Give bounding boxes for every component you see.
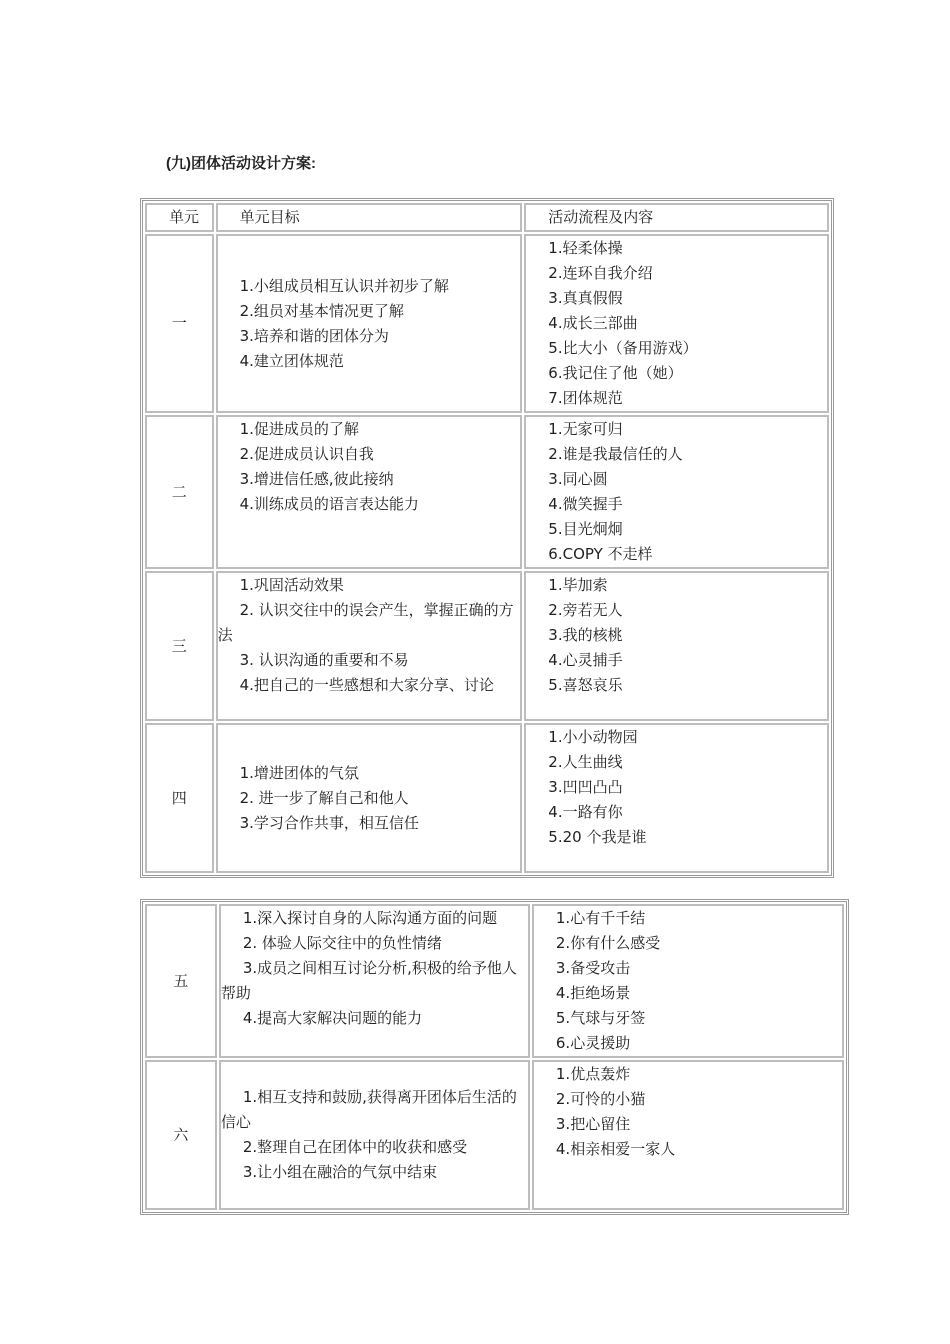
activities-cell [524,571,829,721]
activity-item: 4.心灵捕手 [548,651,623,669]
header-goals: 单元目标 [216,203,523,232]
table-row [145,1060,844,1210]
activity-item: 3.备受攻击 [555,959,631,977]
table-row [145,415,829,569]
goal-item: 4.把自己的一些感想和大家分享、讨论 [239,676,494,694]
activity-item: 4.相亲相爱一家人 [555,1140,676,1158]
activity-item: 7.团体规范 [548,389,623,407]
activities-cell [532,904,844,1058]
activities-cell [524,234,829,413]
goal-item: 3.让小组在融洽的气氛中结束 [242,1163,438,1181]
goal-item: 1.巩固活动效果 [239,576,344,594]
activities-cell [524,723,829,873]
goal-item: 3. 认识沟通的重要和不易 [239,651,409,669]
goal-item: 3.增进信任感,彼此接纳 [239,470,394,488]
goal-item: 4.训练成员的语言表达能力 [239,495,419,513]
table-row [145,234,829,413]
unit-cell: 二 [145,415,214,569]
activity-item: 3.把心留住 [555,1115,631,1133]
activity-item: 5.气球与牙签 [555,1009,646,1027]
goals-cell [219,904,530,1058]
page-title: (九)团体活动设计方案: [166,155,316,172]
activity-item: 2.可怜的小猫 [555,1090,646,1108]
goal-item: 1.促进成员的了解 [239,420,359,438]
goal-item: 2.组员对基本情况更了解 [239,301,404,320]
goal-item: 1.增进团体的气氛 [239,763,359,782]
activity-item: 4.成长三部曲 [548,314,638,332]
goal-item: 1.小组成员相互认识并初步了解 [239,276,449,295]
activity-item: 1.心有千千结 [555,909,646,927]
activity-item: 3.凹凹凸凸 [548,778,623,796]
goals-cell [219,1060,530,1210]
unit-cell: 六 [145,1060,217,1210]
unit-cell: 一 [145,234,214,413]
header-unit: 单元 [145,203,214,232]
goal-item: 4.提高大家解决问题的能力 [242,1009,423,1027]
activity-item: 2.人生曲线 [548,753,623,771]
activity-item: 3.我的核桃 [548,626,623,644]
goals-cell [216,234,523,413]
activities-cell [532,1060,844,1210]
table-row [145,904,844,1058]
activity-item: 2.你有什么感受 [555,934,661,952]
unit-cell: 三 [145,571,214,721]
goal-item: 1.深入探讨自身的人际沟通方面的问题 [242,909,498,927]
activity-item: 1.小小动物园 [548,728,638,746]
activity-item: 4.一路有你 [548,803,623,821]
unit-cell: 五 [145,904,217,1058]
activities-cell [524,415,829,569]
goals-cell [216,723,523,873]
activity-item: 5.比大小（备用游戏） [548,339,698,357]
goal-item: 2.整理自己在团体中的收获和感受 [242,1138,468,1156]
activity-item: 3.同心圆 [548,470,608,488]
goal-item: 3.成员之间相互讨论分析,积极的给予他人帮助 [220,959,517,1002]
goal-item: 2.促进成员认识自我 [239,445,374,463]
activity-item: 6.心灵援助 [555,1034,631,1052]
activity-plan-table-2 [140,899,849,1215]
activity-item: 1.毕加索 [548,576,608,594]
activity-item: 1.轻柔体操 [548,239,623,257]
activity-item: 5.20 个我是谁 [548,828,647,846]
activity-item: 5.喜怒哀乐 [548,676,623,694]
goal-item: 3.培养和谐的团体分为 [239,326,389,345]
header-activities: 活动流程及内容 [524,203,829,232]
goal-item: 2. 体验人际交往中的负性情绪 [242,934,442,952]
activity-item: 1.优点轰炸 [555,1065,631,1083]
activity-item: 2.谁是我最信任的人 [548,445,683,463]
activity-item: 6.我记住了他（她） [548,364,683,382]
goals-cell [216,415,523,569]
goal-item: 1.相互支持和鼓励,获得离开团体后生活的信心 [220,1088,517,1131]
activity-plan-table-1 [140,198,834,878]
unit-cell: 四 [145,723,214,873]
activity-item: 2.旁若无人 [548,601,623,619]
table-header-row [145,203,829,232]
goal-item: 3.学习合作共事，相互信任 [239,813,419,832]
activity-item: 4.拒绝场景 [555,984,631,1002]
goal-item: 4.建立团体规范 [239,351,344,370]
activity-item: 4.微笑握手 [548,495,623,513]
activity-item: 2.连环自我介绍 [548,264,653,282]
goals-cell [216,571,523,721]
goal-item: 2. 进一步了解自己和他人 [239,788,409,807]
activity-item: 1.无家可归 [548,420,623,438]
table-row [145,571,829,721]
table-row [145,723,829,873]
activity-item: 5.目光炯炯 [548,520,623,538]
activity-item: 6.COPY 不走样 [548,545,653,563]
goal-item: 2. 认识交往中的误会产生，掌握正确的方法 [217,601,514,644]
activity-item: 3.真真假假 [548,289,623,307]
